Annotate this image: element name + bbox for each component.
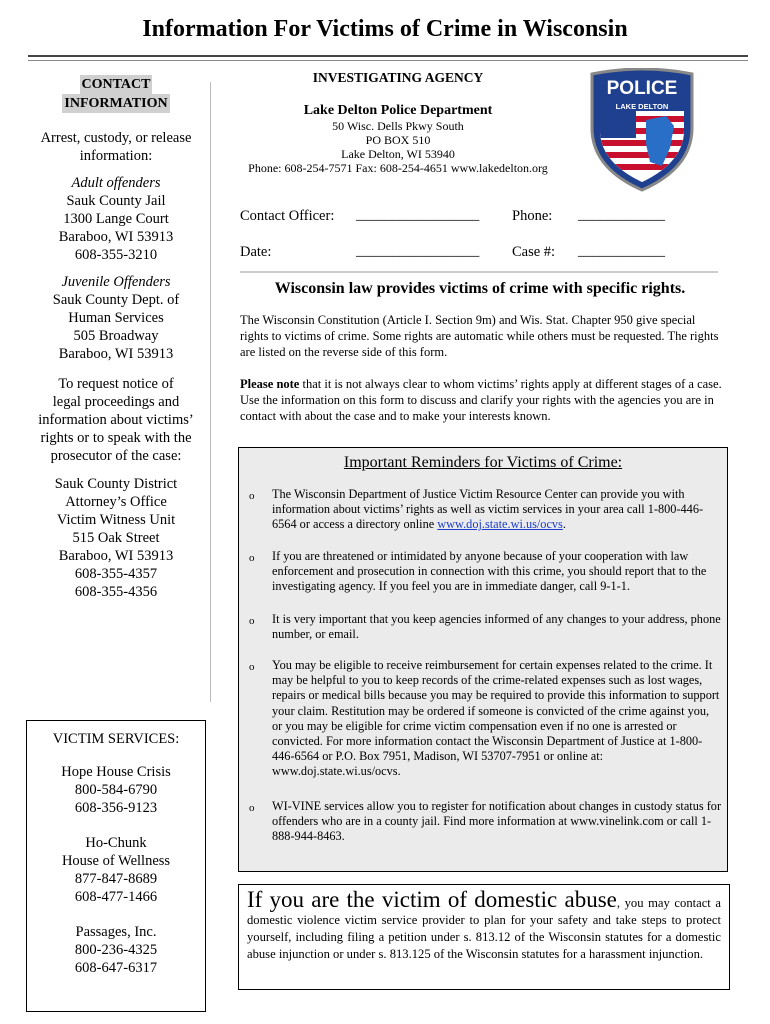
case-number-label: Case #: [512,244,556,260]
reminders-title: Important Reminders for Victims of Crime: [343,454,623,471]
contact-heading: CONTACT INFORMATION [64,77,168,111]
arrest-info-label: Arrest, custody, or release information: [40,130,192,164]
date-field[interactable]: _________________ [356,243,480,259]
adult-offenders-block: Adult offenders Sauk County Jail 1300 Lange Court Baraboo, WI 53913 608-355-3210 [58,175,174,263]
reminders-box [238,447,728,872]
reminder-reimbursement: You may be eligible to receive reimbursement for certain expenses related to the crime. It may be helpful to you to keep records of the crime-related expenses such as lost wages, repairs or medical bills because you may be required to provide this information to support your claim. Restitution may be ordered if someone is convicted of the crime against you, or you may be eligible for crime victim compensation even if no one is arrested or convicted. For more information contact the Wisconsin Department of Justice at 1-800-446-6564 or P.O. Box 7951, Madison, WI 53707-7951 or online at: www.doj.state.wi.us/ocvs. [272,658,720,779]
case-number-field[interactable]: ____________ [578,243,665,259]
agency-address-line2: PO BOX 510 [365,133,431,147]
contact-officer-field[interactable]: _________________ [356,207,480,223]
hope-house-block: Hope House Crisis 800-584-6790 608-356-9123 [61,764,171,816]
reminder-doj-resource-center: The Wisconsin Department of Justice Victim Resource Center can provide you with information about victims’ rights as well as victim services in your area call 1-800-446-6564 or access a directory online www.doj.state.wi.us/ocvs. [272,487,704,532]
title-rule [28,55,748,57]
victim-services-box [26,720,206,1012]
reminder-wi-vine: WI-VINE services allow you to register for notification about changes in custody status for offenders who are in a county jail. Find more information at www.vinelink.com or call 1-888-944-8463. [272,799,722,844]
page-title: Information For Victims of Crime in Wisconsin [142,16,628,42]
ho-chunk-block: Ho-Chunk House of Wellness 877-847-8689 608-477-1466 [61,835,171,905]
passages-block: Passages, Inc. 800-236-4325 608-647-6317 [74,924,158,976]
agency-name: Lake Delton Police Department [303,103,493,118]
phone-label: Phone: [512,208,553,224]
column-divider [210,82,211,702]
doj-ocvs-link[interactable]: www.doj.state.wi.us/ocvs [437,517,563,532]
phone-field[interactable]: ____________ [578,207,665,223]
agency-heading: INVESTIGATING AGENCY [312,70,484,85]
reminder-keep-informed: It is very important that you keep agencies informed of any changes to your address, phone number, or email. [272,612,721,642]
investigating-agency [228,70,568,175]
juvenile-offenders-block: Juvenile Offenders Sauk County Dept. of Human Services 505 Broadway Baraboo, WI 53913 [52,274,180,362]
agency-contact: Phone: 608-254-7571 Fax: 608-254-4651 www.lakedelton.org [248,161,548,175]
bullet-marker: o [249,802,255,814]
bullet-marker: o [249,661,255,673]
victim-services-heading: VICTIM SERVICES: [52,731,180,747]
date-label: Date: [240,244,272,260]
badge-ribbon-text: LAKE DELTON [615,102,669,111]
notice-request-block: To request notice of legal proceedings and information about victims’ rights or to speak with the prosecutor of the case: [38,376,194,464]
badge-police-text: POLICE [606,78,678,99]
left-column [22,66,210,706]
bullet-marker: o [249,490,255,502]
fields-separator [240,271,718,273]
district-attorney-block: Sauk County District Attorney’s Office Victim Witness Unit 515 Oak Street Baraboo, WI 53913 608-355-4357 608-355-4356 [54,476,178,600]
bullet-marker: o [249,615,255,627]
domestic-abuse-box [238,884,730,990]
police-badge-logo [588,68,696,192]
law-paragraph-2: Please note that it is not always clear to whom victims’ rights apply at different stages of a case. Use the information on this form to discuss and clarify your rights with the agencies you are in contact with about the case and to make your interests known. [240,377,722,423]
agency-address-line1: 50 Wisc. Dells Pkwy South [332,119,464,133]
agency-address-line3: Lake Delton, WI 53940 [341,147,455,161]
bullet-marker: o [249,552,255,564]
domestic-abuse-text: , you may contact a domestic violence victim service provider to plan for your safety and take steps to protect yourself, including filing a petition under s. 813.12 of the Wisconsin statutes for a domestic abuse injunction or under s. 813.125 of the Wisconsin statutes for a harassment injunction. [247,896,721,961]
please-note-label: Please note [240,377,300,391]
domestic-abuse-heading: If you are the victim of domestic abuse [247,887,617,912]
law-paragraph-1: The Wisconsin Constitution (Article I. Section 9m) and Wis. Stat. Chapter 950 give special rights to victims of crime. Some rights are automatic while others must be requested. The rights are listed on the reverse side of this form. [240,313,719,359]
contact-officer-label: Contact Officer: [240,208,335,224]
law-heading: Wisconsin law provides victims of crime with specific rights. [274,280,686,297]
title-rule-thin [28,60,748,61]
reminder-threats: If you are threatened or intimidated by anyone because of your cooperation with law enforcement and prosecution in connection with this crime, you should report that to the investigating agency. If you feel you are in immediate danger, call 9-1-1. [272,549,707,594]
